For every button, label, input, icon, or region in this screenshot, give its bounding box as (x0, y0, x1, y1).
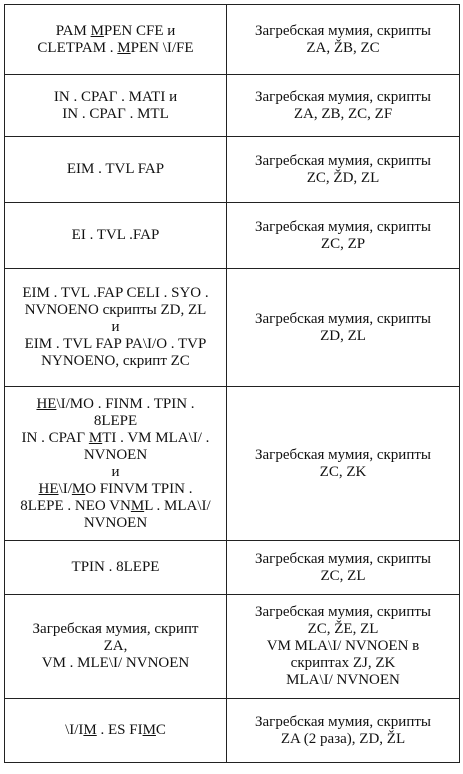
text-segment: \I/MO . FINM . TPIN . (56, 395, 195, 412)
inscription-line (9, 89, 222, 106)
inscription-line (9, 655, 222, 672)
source-line: ZA (2 раза), ZD, ŽL (280, 730, 406, 747)
text-segment: EIM . TVL .FAP CELI . SYO . (22, 285, 209, 301)
source-line: ZC, ZK (319, 463, 367, 480)
inscription-cell (5, 5, 227, 75)
text-segment: PAM (55, 22, 91, 39)
text-segment: \I/I (65, 722, 84, 738)
inscription-cell (5, 595, 227, 699)
source-cell (227, 5, 460, 75)
table-row (5, 75, 460, 137)
inscription-cell (5, 541, 227, 595)
text-segment: NYNOENO, скрипт ZC (41, 353, 190, 369)
inscription-cell (5, 269, 227, 387)
inscription-line (9, 106, 222, 123)
source-line: ZC, ZP (320, 235, 366, 252)
text-segment: NVNOEN (83, 446, 148, 463)
text-segment: IN . CPAГ . MTL (62, 105, 169, 122)
table-row (5, 5, 460, 75)
source-line: ZD, ZL (320, 327, 366, 344)
source-line: MLA\I/ NVNOEN (286, 672, 400, 688)
text-segment: ZA, (103, 638, 128, 654)
inscription-line (9, 302, 222, 319)
inscription-line (9, 498, 222, 515)
source-line: Загребская мумия, скрипты (255, 152, 431, 169)
inscription-line (9, 430, 222, 447)
text-segment: Загребская мумия, скрипт (32, 621, 199, 637)
underlined-segment: M (130, 497, 145, 514)
source-line: скриптах ZJ, ZK (290, 655, 396, 671)
inscription-line (9, 621, 222, 638)
text-segment: и (111, 319, 120, 335)
text-segment: EIM . TVL FAP PA\I/O . TVP (24, 336, 207, 352)
source-line: Загребская мумия, скрипты (255, 88, 431, 105)
text-segment: PEN \I/FE (130, 39, 194, 56)
inscription-line (9, 515, 222, 532)
inscription-line (9, 447, 222, 464)
table-row (5, 387, 460, 541)
underlined-segment: HE (36, 395, 57, 412)
underlined-segment: M (117, 39, 131, 56)
text-segment: \I/ (58, 480, 72, 497)
source-line: ZA, ŽB, ZC (306, 39, 380, 56)
inscription-line (9, 319, 222, 336)
source-line: Загребская мумия, скрипты (255, 218, 431, 235)
table-row (5, 541, 460, 595)
inscription-line (9, 464, 222, 481)
inscription-cell (5, 699, 227, 763)
source-line: Загребская мумия, скрипты (255, 604, 431, 620)
table-row (5, 203, 460, 269)
source-cell (227, 699, 460, 763)
text-segment: TPIN . 8LEPE (71, 559, 160, 575)
inscription-cell (5, 387, 227, 541)
source-line: Загребская мумия, скрипты (255, 310, 431, 327)
underlined-segment: M (71, 480, 86, 497)
underlined-segment: M (83, 722, 97, 738)
text-segment: EIM . TVL FAP (66, 161, 165, 177)
source-cell (227, 595, 460, 699)
source-line: ZA, ZB, ZC, ZF (293, 105, 393, 122)
comparison-table (4, 4, 460, 763)
text-segment: NVNOENO скрипты ZD, ZL (24, 302, 207, 318)
inscription-line (9, 396, 222, 413)
source-cell (227, 75, 460, 137)
text-segment: и (111, 463, 120, 480)
inscription-line (9, 722, 222, 739)
source-line: Загребская мумия, скрипты (255, 550, 431, 567)
source-cell (227, 541, 460, 595)
inscription-line (9, 481, 222, 498)
source-cell (227, 269, 460, 387)
table-row (5, 595, 460, 699)
source-line: VM MLA\I/ NVNOEN в (266, 638, 420, 654)
text-segment: IN . CPAГ . MATI и (53, 88, 178, 105)
text-segment: NVNOEN (83, 514, 148, 531)
text-segment: C (155, 722, 166, 738)
text-segment: CLETPAM . (37, 39, 118, 56)
source-cell (227, 203, 460, 269)
inscription-line (9, 227, 222, 244)
underlined-segment: M (90, 22, 104, 39)
table-body (5, 5, 460, 763)
source-line: Загребская мумия, скрипты (255, 22, 431, 39)
inscription-line (9, 23, 222, 40)
table-row (5, 699, 460, 763)
source-cell (227, 137, 460, 203)
inscription-line (9, 40, 222, 57)
table-row (5, 269, 460, 387)
source-line: ZC, ŽD, ZL (306, 169, 380, 186)
inscription-line (9, 413, 222, 430)
source-line: ZC, ZL (320, 567, 366, 584)
text-segment: 8LEPE . NEO VN (20, 497, 131, 514)
underlined-segment: M (142, 722, 156, 738)
text-segment: . ES FI (96, 722, 143, 738)
text-segment: 8LEPE (93, 412, 138, 429)
source-line: Загребская мумия, скрипты (255, 446, 431, 463)
table-row (5, 137, 460, 203)
underlined-segment: HE (38, 480, 59, 497)
text-segment: L . MLA\I/ (144, 497, 211, 514)
text-segment: TI . VM MLA\I/ . (102, 429, 210, 446)
inscription-line (9, 638, 222, 655)
inscription-cell (5, 137, 227, 203)
source-line: ZC, ŽE, ZL (307, 621, 379, 637)
inscription-line (9, 285, 222, 302)
text-segment: VM . MLE\I/ NVNOEN (41, 655, 190, 671)
source-line: Загребская мумия, скрипты (255, 713, 431, 730)
text-segment: IN . CPAГ (21, 429, 89, 446)
inscription-line (9, 559, 222, 576)
inscription-line (9, 353, 222, 370)
inscription-line (9, 161, 222, 178)
source-cell (227, 387, 460, 541)
inscription-cell (5, 203, 227, 269)
underlined-segment: M (88, 429, 103, 446)
text-segment: EI . TVL .FAP (71, 227, 160, 243)
inscription-line (9, 336, 222, 353)
text-segment: PEN CFE и (103, 22, 176, 39)
inscription-cell (5, 75, 227, 137)
text-segment: O FINVM TPIN . (85, 480, 193, 497)
